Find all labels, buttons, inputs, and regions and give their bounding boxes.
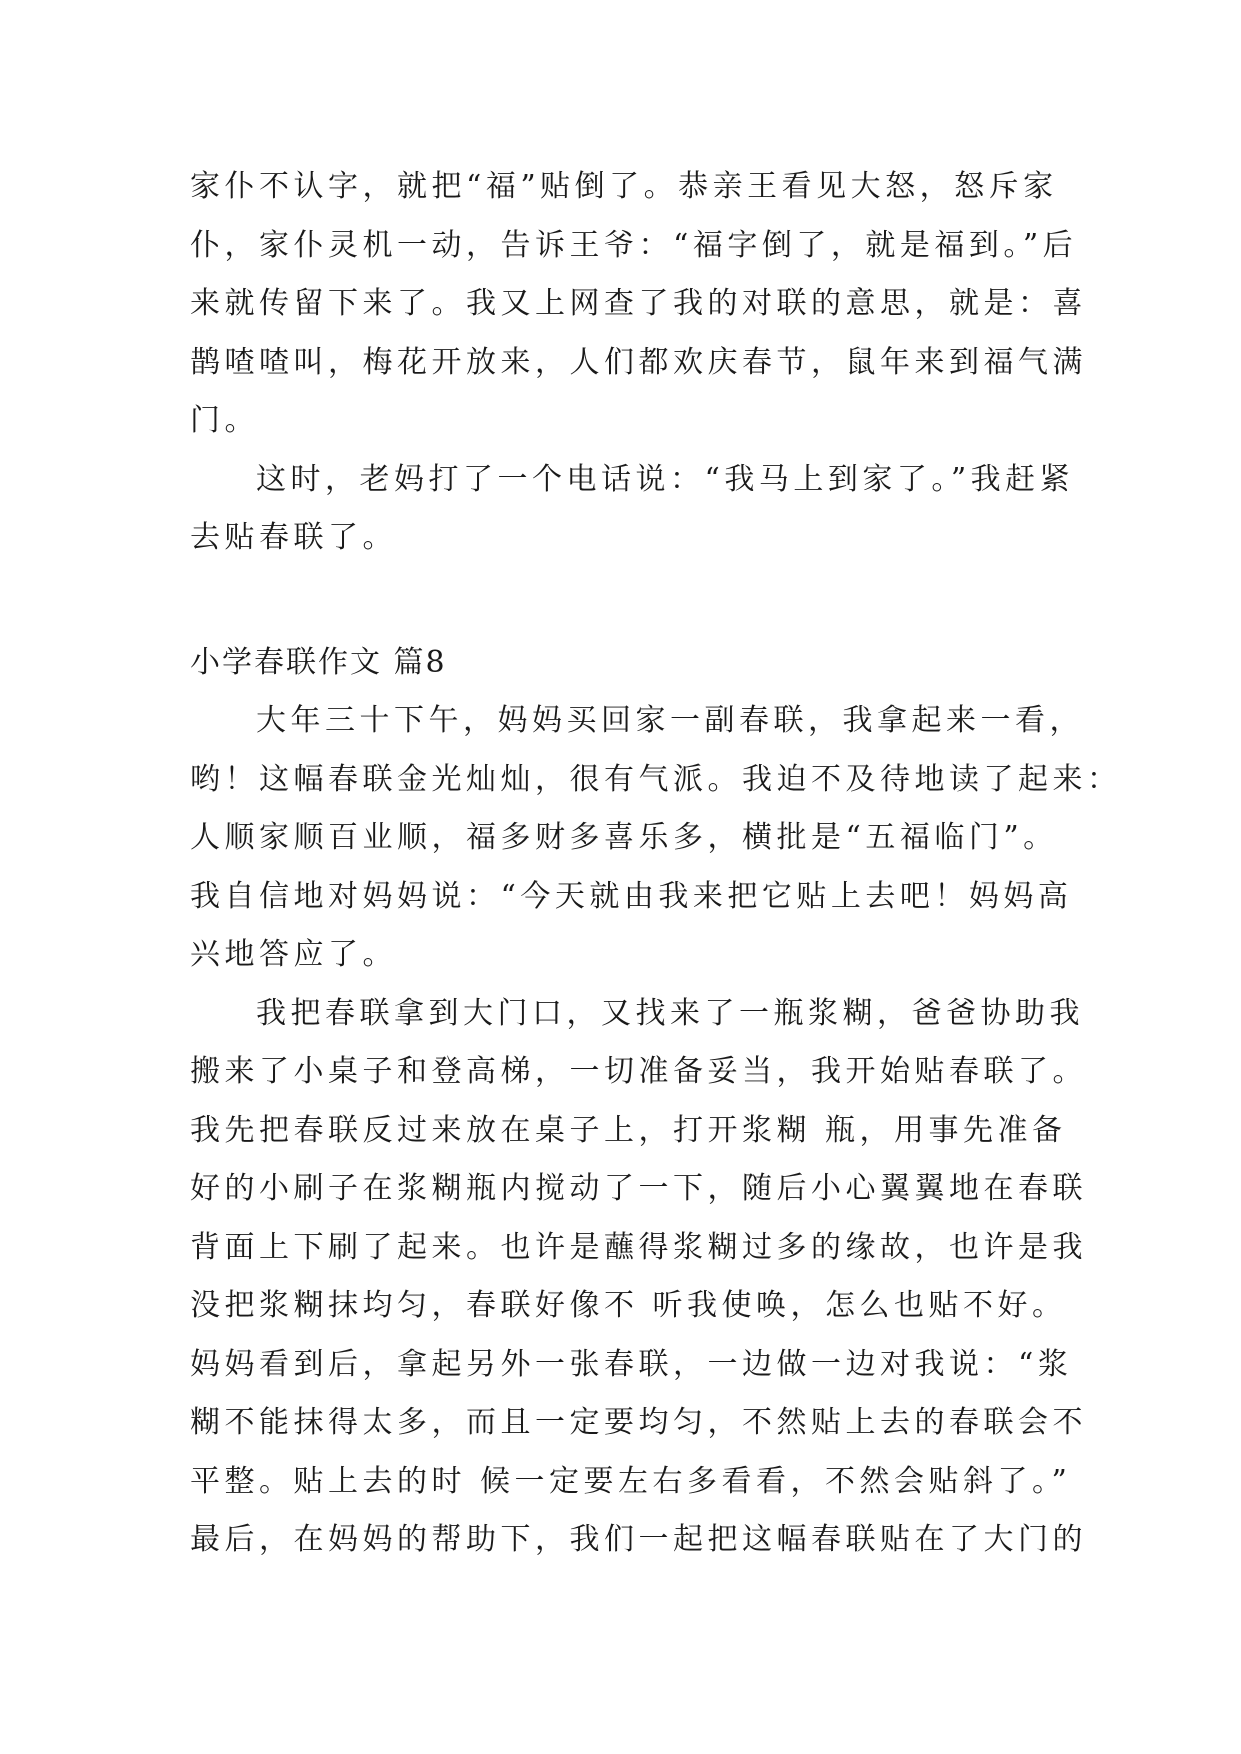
text-line: 鹊喳喳叫，梅花开放来，人们都欢庆春节，鼠年来到福气满	[190, 344, 1087, 380]
text-line: 兴地答应了。	[190, 937, 397, 972]
text-line: 我先把春联反过来放在桌子上，打开浆糊 瓶，用事先准备	[190, 1112, 1067, 1148]
paragraph	[190, 692, 1122, 985]
text-line: 搬来了小桌子和登高梯，一切准备妥当，我开始贴春联了。	[190, 1054, 1087, 1089]
paragraph	[190, 985, 1087, 1570]
text-line: 哟！这幅春联金光灿灿，很有气派。我迫不及待地读了起来：	[190, 761, 1122, 797]
section-title: 小学春联作文 篇8	[190, 644, 447, 680]
text-line: 好的小刷子在浆糊瓶内搅动了一下，随后小心翼翼地在春联	[190, 1171, 1087, 1206]
text-line: 妈妈看到后，拿起另外一张春联，一边做一边对我说：“浆	[190, 1346, 1073, 1382]
text-line: 仆，家仆灵机一动，告诉王爷：“福字倒了，就是福到。”后	[190, 227, 1078, 263]
text-line: 我把春联拿到大门口，又找来了一瓶浆糊，爸爸协助我	[256, 995, 1084, 1031]
text-line: 糊不能抹得太多，而且一定要均匀，不然贴上去的春联会不	[190, 1405, 1087, 1440]
text-line: 我自信地对妈妈说：“今天就由我来把它贴上去吧！妈妈高	[190, 878, 1073, 914]
text-line: 大年三十下午，妈妈买回家一副春联，我拿起来一看，	[256, 703, 1084, 738]
text-line: 去贴春联了。	[190, 520, 397, 555]
text-line: 平整。贴上去的时 候一定要左右多看看，不然会贴斜了。”	[190, 1463, 1072, 1499]
paragraph-continued	[190, 158, 1087, 451]
document-page	[190, 158, 1122, 1570]
text-line: 这时，老妈打了一个电话说：“我马上到家了。”我赶紧	[256, 461, 1075, 497]
text-line: 门。	[190, 403, 259, 438]
paragraph	[190, 451, 1075, 568]
text-line: 人顺家顺百业顺，福多财多喜乐多，横批是“五福临门”。	[190, 820, 1058, 855]
text-line: 家仆不认字，就把“福”贴倒了。恭亲王看见大怒，怒斥家	[190, 169, 1058, 204]
text-line: 没把浆糊抹均匀，春联好像不 听我使唤，怎么也贴不好。	[190, 1288, 1067, 1323]
text-line: 最后，在妈妈的帮助下，我们一起把这幅春联贴在了大门的	[190, 1522, 1087, 1557]
section-spacer	[190, 568, 1050, 634]
text-line: 背面上下刷了起来。也许是蘸得浆糊过多的缘故，也许是我	[190, 1229, 1087, 1265]
text-line: 来就传留下来了。我又上网查了我的对联的意思，就是：喜	[190, 286, 1087, 321]
